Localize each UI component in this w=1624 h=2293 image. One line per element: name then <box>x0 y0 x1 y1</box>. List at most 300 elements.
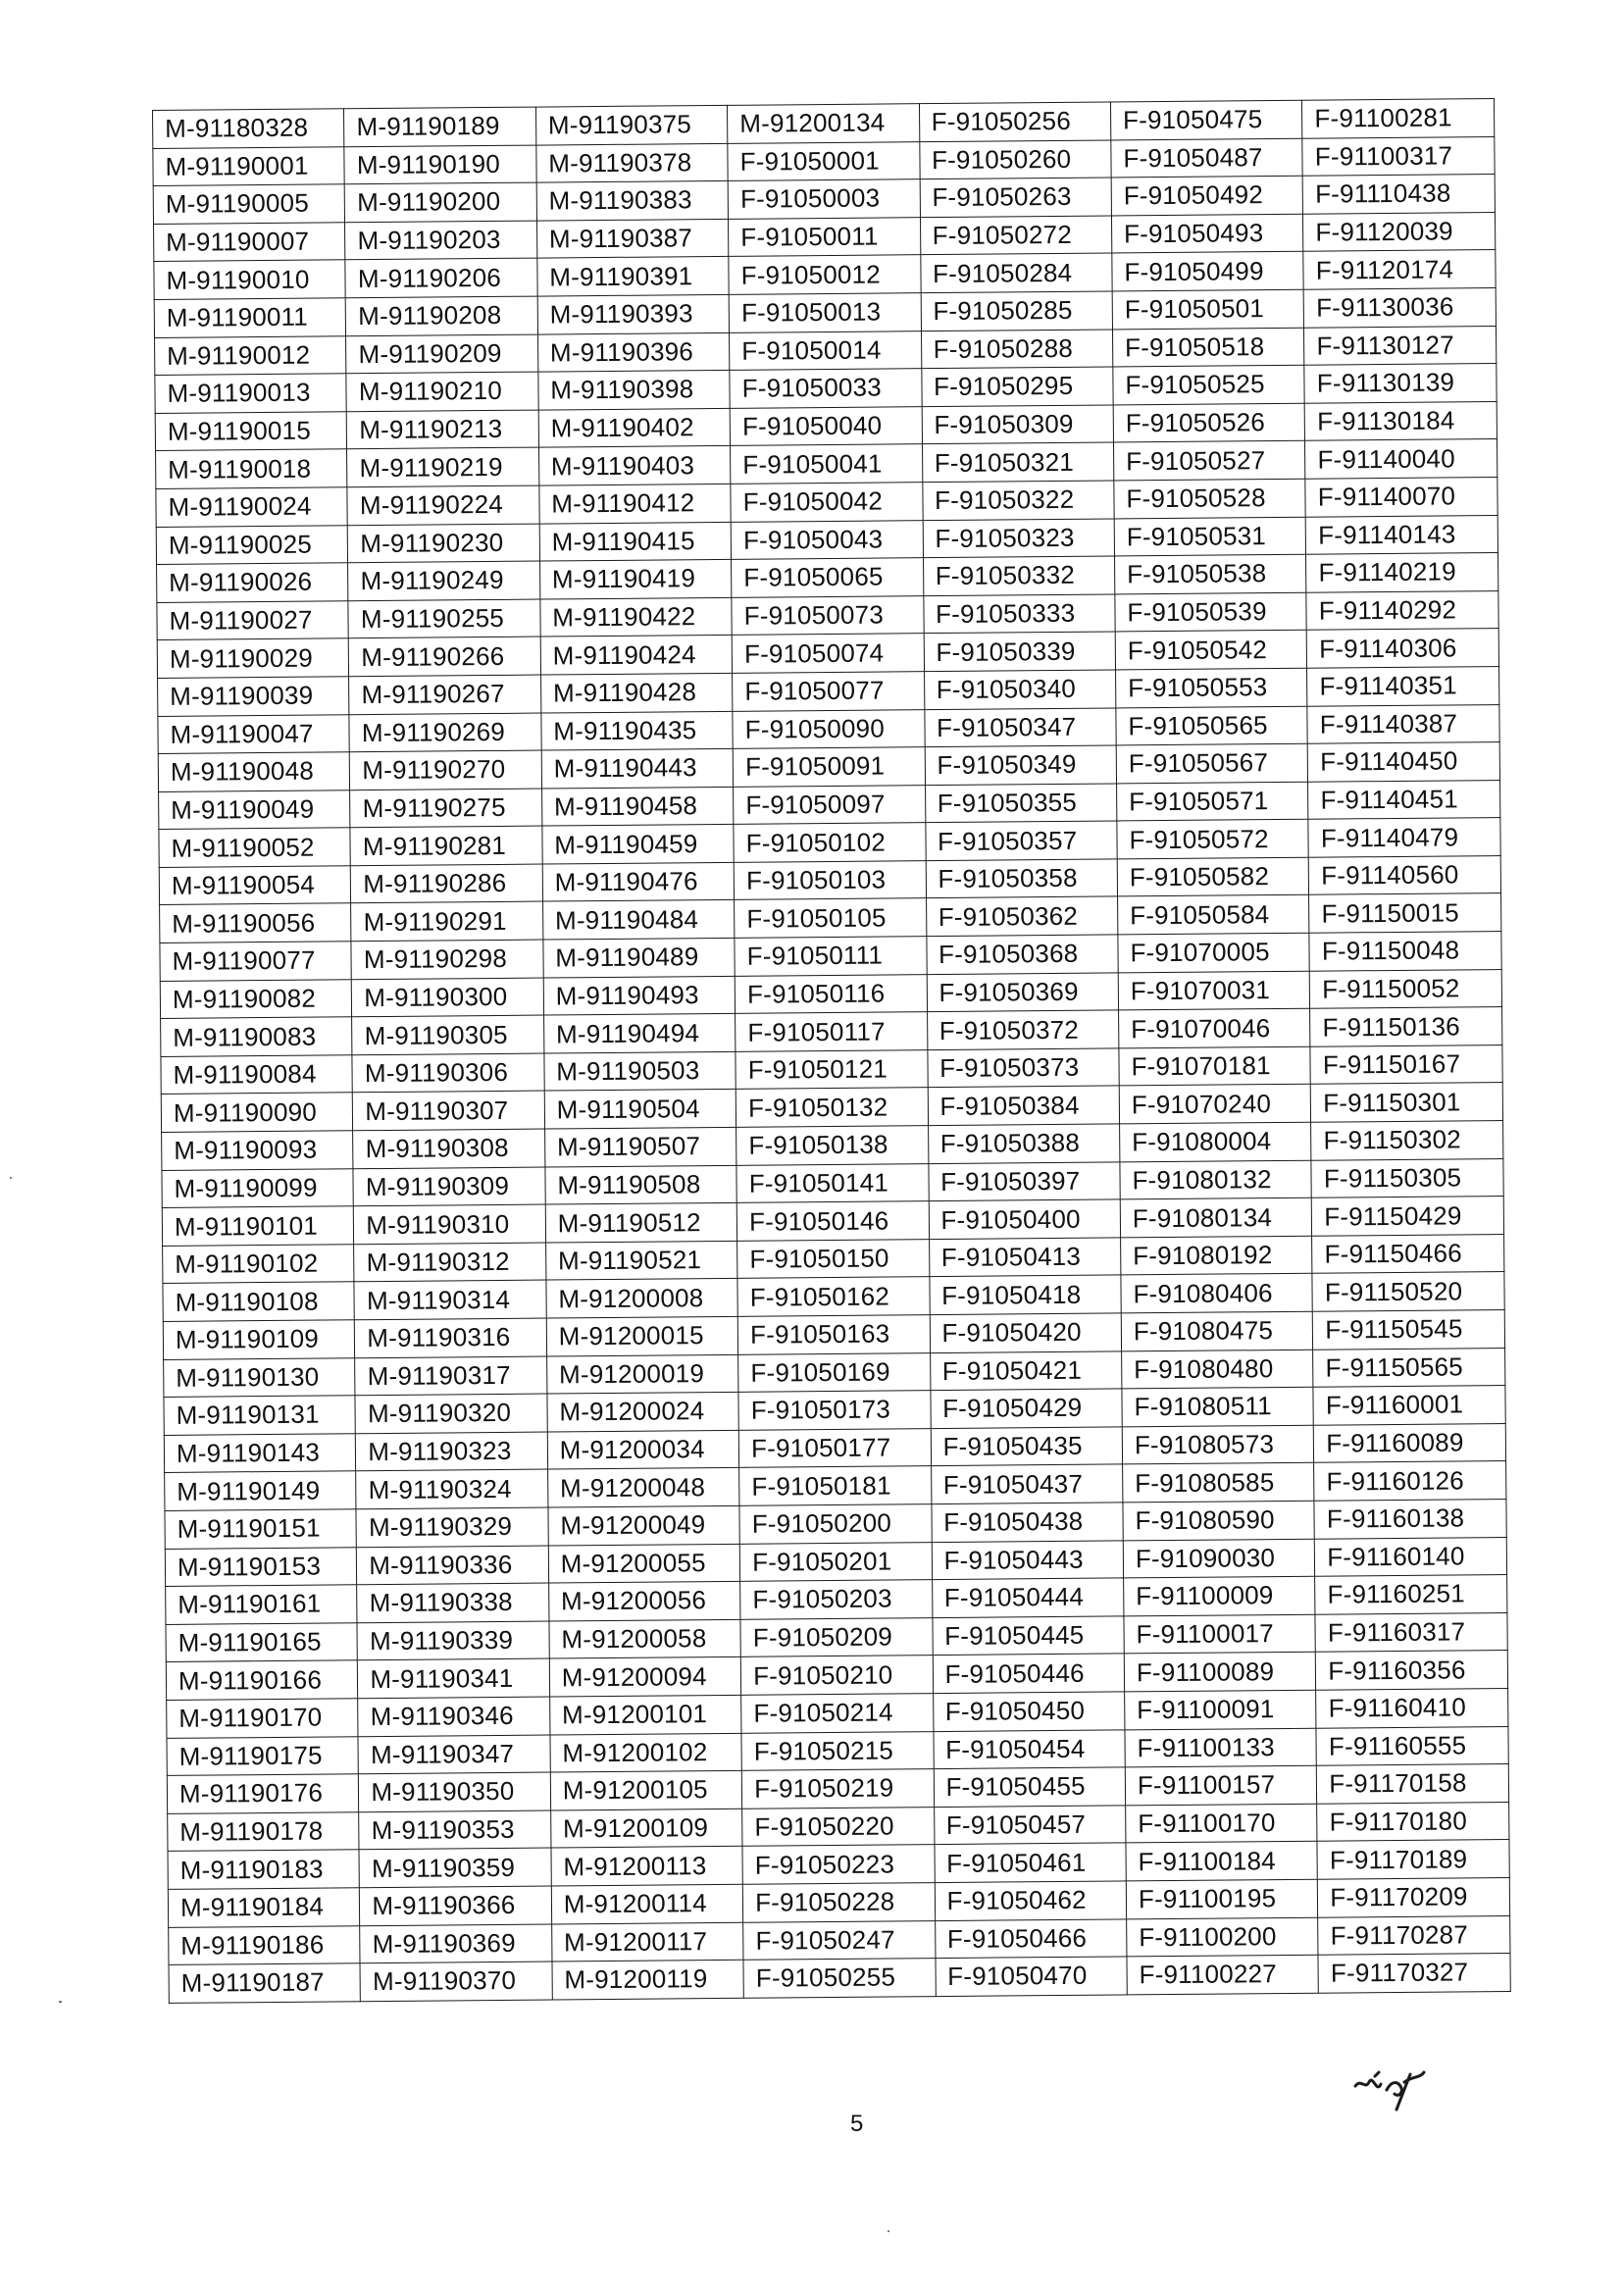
table-cell: M-91190143 <box>164 1434 356 1473</box>
table-cell: F-91050553 <box>1115 668 1307 707</box>
table-cell: M-91190312 <box>354 1243 546 1282</box>
table-cell: F-91050528 <box>1114 479 1306 518</box>
table-cell: M-91190375 <box>535 105 728 144</box>
table-cell: F-91050150 <box>737 1239 930 1278</box>
table-cell: F-91050132 <box>736 1088 928 1127</box>
table-cell: M-91200034 <box>547 1430 739 1469</box>
table-cell: F-91050444 <box>932 1578 1124 1617</box>
table-cell: M-91190267 <box>349 675 541 714</box>
table-cell: F-91150429 <box>1312 1197 1504 1236</box>
table-cell: F-91050501 <box>1112 289 1304 329</box>
table-cell: M-91190170 <box>167 1699 359 1738</box>
table-cell: M-91190366 <box>360 1886 552 1925</box>
table-cell: F-91050042 <box>731 483 923 522</box>
table-cell: F-91050285 <box>921 291 1113 331</box>
table-cell: M-91190200 <box>345 182 537 222</box>
table-cell: M-91190281 <box>350 826 542 865</box>
table-cell: F-91050450 <box>933 1692 1125 1731</box>
table-cell: F-91080132 <box>1120 1160 1312 1199</box>
table-cell: M-91190084 <box>161 1055 353 1095</box>
table-cell: F-91150015 <box>1309 893 1501 933</box>
table-cell: M-91190369 <box>360 1924 552 1963</box>
table-cell: F-91150305 <box>1311 1158 1503 1197</box>
table-cell: F-91050288 <box>921 330 1113 369</box>
table-cell: F-91050220 <box>742 1807 935 1846</box>
table-cell: F-91050263 <box>920 178 1112 217</box>
table-cell: F-91170189 <box>1317 1840 1509 1879</box>
table-cell: F-91150052 <box>1310 969 1502 1008</box>
table-cell: F-91050333 <box>923 594 1115 634</box>
table-cell: F-91050177 <box>738 1428 931 1467</box>
table-cell: M-91190435 <box>541 711 734 750</box>
scan-speck <box>888 2230 889 2232</box>
table-cell: M-91190153 <box>165 1547 357 1586</box>
table-cell: F-91050455 <box>934 1767 1126 1807</box>
table-cell: F-91050102 <box>734 823 926 862</box>
table-cell: F-91140351 <box>1307 666 1499 705</box>
table-cell: M-91190412 <box>539 484 732 523</box>
table-cell: F-91100157 <box>1125 1765 1317 1805</box>
table-cell: F-91050421 <box>930 1351 1122 1391</box>
table-cell: M-91190208 <box>346 296 538 335</box>
table-cell: F-91050429 <box>930 1389 1122 1428</box>
table-cell: M-91190308 <box>353 1129 545 1168</box>
table-cell: M-91200056 <box>548 1581 740 1620</box>
table-cell: M-91190101 <box>162 1206 354 1246</box>
table-cell: M-91190183 <box>168 1850 360 1889</box>
table-cell: F-91050571 <box>1116 782 1308 821</box>
table-cell: F-91050321 <box>922 442 1114 482</box>
table-cell: M-91190391 <box>537 257 730 296</box>
table-cell: F-91080406 <box>1121 1274 1313 1313</box>
table-cell: M-91190210 <box>346 372 538 411</box>
table-cell: M-91200058 <box>549 1619 741 1658</box>
table-cell: M-91190010 <box>154 260 346 299</box>
table-cell: M-91190424 <box>540 636 733 675</box>
table-cell: F-91050138 <box>736 1126 929 1165</box>
table-cell: F-91050582 <box>1117 857 1309 896</box>
table-cell: M-91190219 <box>347 447 539 486</box>
table-cell: F-91050518 <box>1112 328 1304 367</box>
table-cell: F-91110438 <box>1302 175 1495 214</box>
table-cell: F-91070046 <box>1119 1008 1311 1047</box>
table-cell: M-91190370 <box>360 1962 552 2001</box>
table-cell: F-91170287 <box>1318 1915 1510 1955</box>
table-cell: M-91190027 <box>157 600 349 639</box>
table-cell: F-91050169 <box>738 1352 931 1392</box>
table-cell: M-91190346 <box>358 1697 550 1736</box>
table-cell: M-91200019 <box>546 1354 738 1394</box>
table-cell: M-91190166 <box>166 1660 358 1700</box>
table-cell: F-91140306 <box>1307 629 1499 668</box>
table-cell: F-91050339 <box>924 632 1116 671</box>
table-cell: F-91050210 <box>740 1656 933 1695</box>
table-cell: F-91050214 <box>741 1694 934 1733</box>
table-cell: F-91160126 <box>1314 1461 1506 1501</box>
table-cell: M-91190383 <box>536 181 729 221</box>
table-cell: F-91050445 <box>933 1616 1125 1656</box>
table-cell: M-91190306 <box>352 1053 544 1093</box>
table-cell: F-91050372 <box>927 1010 1119 1049</box>
table-cell: F-91050091 <box>733 747 925 787</box>
table-cell: F-91050362 <box>926 896 1118 936</box>
table-cell: M-91190305 <box>352 1015 544 1054</box>
table-cell: F-91050438 <box>931 1503 1123 1542</box>
table-cell: F-91050256 <box>919 102 1111 141</box>
table-cell: F-91150466 <box>1312 1234 1504 1273</box>
table-cell: F-91100317 <box>1302 136 1495 176</box>
table-cell: F-91050461 <box>935 1843 1127 1882</box>
table-cell: F-91050033 <box>730 369 922 408</box>
table-cell: F-91050090 <box>733 709 925 748</box>
table-cell: M-91190359 <box>359 1848 551 1887</box>
table-cell: M-91190130 <box>164 1357 356 1397</box>
table-cell: F-91160001 <box>1313 1386 1505 1425</box>
table-cell: F-91150302 <box>1311 1121 1503 1160</box>
table-cell: M-91190161 <box>166 1585 358 1624</box>
table-cell: F-91080480 <box>1122 1350 1314 1389</box>
roll-number-table <box>152 98 1511 2004</box>
table-cell: F-91050369 <box>927 973 1119 1012</box>
table-cell: F-91050103 <box>734 861 926 900</box>
table-cell: M-91190353 <box>359 1810 551 1850</box>
table-cell: M-91190393 <box>537 294 730 333</box>
table-cell: F-91130139 <box>1304 364 1497 403</box>
table-cell: M-91190270 <box>350 750 542 790</box>
table-cell: M-91200048 <box>547 1468 739 1507</box>
table-cell: M-91190476 <box>542 862 735 901</box>
table-cell: F-91050400 <box>929 1199 1121 1239</box>
table-cell: M-91190323 <box>356 1432 548 1471</box>
table-cell: M-91190054 <box>159 866 351 905</box>
table-cell: F-91050146 <box>736 1201 929 1241</box>
table-cell: M-91190013 <box>155 374 347 413</box>
table-cell: M-91200094 <box>549 1657 741 1697</box>
table-cell: F-91050493 <box>1111 214 1303 253</box>
table-cell: F-91050572 <box>1117 820 1309 859</box>
table-cell: M-91190415 <box>539 522 732 561</box>
table-cell: M-91190316 <box>355 1318 547 1357</box>
table-cell: F-91170327 <box>1318 1954 1510 1993</box>
table-cell: F-91050284 <box>920 253 1112 292</box>
table-cell: F-91100200 <box>1127 1917 1319 1957</box>
table-cell: M-91190286 <box>351 864 543 903</box>
table-cell: F-91100133 <box>1125 1728 1317 1767</box>
table-cell: M-91190230 <box>348 524 540 563</box>
table-cell: F-91050357 <box>925 821 1117 860</box>
table-cell: F-91050003 <box>728 179 920 219</box>
table-cell: F-91170180 <box>1317 1802 1509 1841</box>
table-cell: F-91140451 <box>1308 780 1500 819</box>
table-cell: F-91160555 <box>1316 1726 1508 1765</box>
table-cell: F-91160138 <box>1314 1499 1506 1538</box>
table-cell: M-91190083 <box>161 1017 353 1056</box>
table-cell: F-91050121 <box>736 1049 928 1089</box>
table-cell: F-91150301 <box>1311 1083 1503 1122</box>
table-cell: F-91050162 <box>737 1277 930 1316</box>
table-cell: F-91100195 <box>1126 1879 1318 1918</box>
table-cell: F-91050073 <box>732 595 924 635</box>
table-cell: M-91190018 <box>156 449 348 488</box>
table-cell: M-91190378 <box>536 143 729 182</box>
table-cell: M-91190422 <box>540 597 733 637</box>
table-cell: M-91190048 <box>158 752 350 791</box>
table-cell: F-91080134 <box>1120 1197 1312 1237</box>
table-cell: F-91050117 <box>736 1012 928 1051</box>
table-cell: M-91190149 <box>165 1471 357 1510</box>
table-cell: F-91050462 <box>935 1881 1127 1920</box>
table-cell: M-91190428 <box>540 673 733 712</box>
table-cell: M-91190099 <box>162 1168 354 1207</box>
table-cell: F-91050368 <box>926 935 1118 974</box>
table-cell: F-91050322 <box>922 481 1114 520</box>
table-cell: F-91050437 <box>931 1464 1123 1503</box>
table-cell: F-91120039 <box>1303 212 1496 251</box>
table-cell: M-91190224 <box>347 485 539 525</box>
table-cell: F-91050041 <box>731 444 923 484</box>
roll-number-table-body <box>153 99 1511 2004</box>
table-cell: M-91190269 <box>349 713 541 752</box>
table-cell: F-91050141 <box>736 1163 929 1202</box>
table-cell: M-91190314 <box>354 1280 546 1319</box>
table-cell: M-91190307 <box>353 1091 545 1130</box>
table-cell: M-91190403 <box>538 446 731 485</box>
table-cell: F-91050111 <box>735 937 927 976</box>
table-cell: F-91140143 <box>1306 515 1498 554</box>
table-cell: M-91190507 <box>544 1127 736 1166</box>
table-cell: F-91120174 <box>1303 250 1496 289</box>
table-cell: F-91050527 <box>1113 441 1305 481</box>
table-cell: M-91190249 <box>348 561 540 600</box>
table-cell: M-91190443 <box>541 748 734 788</box>
table-cell: M-91190266 <box>349 637 541 676</box>
table-cell: M-91190151 <box>165 1509 357 1549</box>
table-cell: F-91050272 <box>920 216 1112 255</box>
table-cell: M-91190093 <box>162 1131 354 1170</box>
table-cell: F-91050105 <box>735 898 927 938</box>
table-cell: F-91050373 <box>927 1048 1119 1088</box>
signature-image <box>1351 2064 1430 2114</box>
table-cell: F-91050012 <box>729 255 921 294</box>
table-cell: F-91100184 <box>1126 1842 1318 1881</box>
table-cell: M-91200015 <box>546 1316 738 1355</box>
table-cell: F-91050011 <box>729 217 921 256</box>
table-cell: F-91050201 <box>739 1542 932 1581</box>
table-cell: M-91190131 <box>164 1396 356 1435</box>
table-cell: F-91050420 <box>930 1313 1122 1352</box>
table-cell: F-91050525 <box>1113 365 1305 404</box>
table-cell: F-91050309 <box>922 405 1114 444</box>
table-cell: F-91140560 <box>1309 855 1501 894</box>
table-cell: M-91200109 <box>550 1809 742 1848</box>
table-cell: M-91190309 <box>353 1167 545 1206</box>
table-cell: M-91190317 <box>355 1356 547 1396</box>
table-cell: F-91050014 <box>730 331 922 370</box>
table-cell: F-91050340 <box>924 670 1116 709</box>
table-cell: F-91050539 <box>1115 592 1307 632</box>
table-cell: M-91190026 <box>157 563 349 602</box>
table-cell: M-91190206 <box>345 258 537 297</box>
table-cell: F-91140219 <box>1306 553 1498 592</box>
table-cell: F-91050209 <box>740 1617 933 1656</box>
table-cell: F-91050358 <box>926 859 1118 898</box>
table-cell: M-91200049 <box>548 1505 740 1545</box>
table-cell: F-91050454 <box>934 1729 1126 1768</box>
table-cell: F-91050435 <box>931 1427 1123 1466</box>
table-cell: F-91050413 <box>929 1238 1121 1277</box>
table-cell: F-91150545 <box>1313 1310 1505 1350</box>
table-cell: F-91050492 <box>1111 176 1303 215</box>
table-cell: M-91190350 <box>359 1772 551 1811</box>
table-cell: M-91190320 <box>355 1394 547 1433</box>
table-cell: M-91190012 <box>155 335 347 375</box>
table-cell: F-91050384 <box>928 1086 1120 1125</box>
table-cell: M-91190255 <box>348 599 540 638</box>
table-cell: F-91150565 <box>1313 1348 1505 1387</box>
table-cell: M-91200117 <box>551 1922 743 1962</box>
table-cell: M-91190039 <box>158 677 350 716</box>
table-cell: M-91190190 <box>344 145 536 184</box>
table-cell: M-91190458 <box>541 787 734 826</box>
table-cell: F-91050040 <box>730 406 922 445</box>
table-cell: F-91100170 <box>1126 1804 1318 1843</box>
table-cell: F-91080590 <box>1123 1501 1315 1540</box>
table-cell: M-91200102 <box>550 1733 742 1772</box>
table-cell: F-91080192 <box>1121 1236 1313 1275</box>
table-cell: F-91050077 <box>733 672 925 711</box>
table-cell: M-91190489 <box>543 938 736 977</box>
table-cell: F-91100017 <box>1124 1614 1316 1654</box>
table-cell: M-91200024 <box>547 1393 739 1432</box>
table-cell: F-91160410 <box>1316 1688 1508 1727</box>
table-cell: M-91190484 <box>542 900 735 940</box>
table-cell: F-91050255 <box>743 1959 936 1998</box>
table-cell: F-91050584 <box>1117 895 1309 935</box>
table-cell: M-91190459 <box>542 825 735 864</box>
table-cell: M-91200101 <box>549 1695 741 1734</box>
table-cell: F-91050526 <box>1113 403 1305 442</box>
table-cell: F-91050219 <box>741 1769 934 1809</box>
table-cell: F-91160140 <box>1315 1537 1507 1576</box>
table-cell: F-91050173 <box>738 1391 931 1430</box>
table-cell: M-91190189 <box>344 107 536 146</box>
table-cell: F-91050397 <box>928 1162 1120 1201</box>
table-cell: M-91190015 <box>155 412 347 451</box>
table-cell: M-91190387 <box>536 219 729 258</box>
table-cell: M-91190056 <box>160 903 352 943</box>
table-cell: M-91190503 <box>544 1051 736 1091</box>
table-cell: F-91050116 <box>735 974 927 1013</box>
table-cell: M-91190209 <box>346 334 538 374</box>
table-cell: F-91160356 <box>1316 1651 1508 1690</box>
table-cell: F-91050446 <box>933 1654 1125 1693</box>
table-cell: F-91050349 <box>925 745 1117 785</box>
table-cell: F-91170158 <box>1317 1764 1509 1804</box>
table-cell: F-91080585 <box>1123 1463 1315 1503</box>
table-cell: M-91190494 <box>543 1014 736 1053</box>
table-cell: F-91140070 <box>1305 477 1497 516</box>
table-cell: M-91190077 <box>160 942 352 981</box>
table-cell: M-91190109 <box>163 1320 355 1359</box>
table-cell: M-91190187 <box>169 1963 361 2003</box>
table-cell: F-91050565 <box>1116 706 1308 745</box>
table-cell: M-91190186 <box>169 1925 361 1964</box>
table-cell: F-91160317 <box>1315 1612 1507 1652</box>
table-cell: M-91200113 <box>551 1847 743 1886</box>
table-cell: F-91090030 <box>1123 1539 1315 1578</box>
table-cell: F-91050043 <box>731 520 923 559</box>
table-cell: F-91150167 <box>1310 1045 1502 1084</box>
table-cell: M-91190329 <box>356 1507 548 1547</box>
table-cell: M-91190052 <box>159 828 351 867</box>
table-cell: F-91080573 <box>1122 1425 1314 1464</box>
table-cell: M-91190090 <box>161 1093 353 1132</box>
table-cell: F-91050457 <box>934 1806 1126 1845</box>
table-cell: M-91190184 <box>168 1888 360 1927</box>
table-cell: F-91070005 <box>1118 933 1310 972</box>
table-cell: F-91050466 <box>935 1918 1127 1958</box>
table-cell: F-91100091 <box>1125 1690 1317 1729</box>
table-cell: M-91190165 <box>166 1622 358 1661</box>
table-cell: F-91050538 <box>1114 554 1306 593</box>
page-number: 5 <box>850 2111 864 2137</box>
scan-speck <box>59 2001 62 2003</box>
table-cell: M-91190298 <box>351 940 543 979</box>
table-cell: M-91200114 <box>551 1884 743 1923</box>
table-cell: F-91050332 <box>923 556 1115 595</box>
table-cell: M-91190398 <box>538 371 731 410</box>
table-cell: F-91050215 <box>741 1731 934 1770</box>
table-cell: M-91190339 <box>357 1621 549 1660</box>
table-cell: M-91190102 <box>163 1245 355 1284</box>
table-cell: M-91190001 <box>153 146 345 185</box>
table-cell: M-91200105 <box>550 1770 742 1809</box>
table-cell: F-91070181 <box>1119 1046 1311 1086</box>
table-cell: M-91190203 <box>345 221 537 260</box>
table-cell: M-91200055 <box>548 1544 740 1583</box>
table-cell: F-91080511 <box>1122 1387 1314 1426</box>
table-cell: F-91150520 <box>1312 1272 1504 1311</box>
table-cell: M-91190310 <box>354 1204 546 1244</box>
table-cell: F-91130127 <box>1304 326 1497 365</box>
table-cell: M-91200119 <box>552 1960 744 1999</box>
table-cell: F-91130036 <box>1303 288 1496 328</box>
table-cell: F-91080004 <box>1120 1122 1312 1161</box>
table-cell: F-91050181 <box>739 1466 932 1505</box>
table-cell: F-91050347 <box>924 707 1116 746</box>
table-cell: M-91190347 <box>358 1735 550 1774</box>
table-cell: M-91190402 <box>538 408 731 447</box>
table-cell: F-91050013 <box>729 293 921 332</box>
table-cell: F-91050228 <box>742 1883 935 1922</box>
table-cell: F-91150136 <box>1310 1007 1502 1046</box>
table-cell: F-91050487 <box>1111 138 1303 178</box>
table-cell: F-91050443 <box>932 1540 1124 1579</box>
table-cell: M-91190512 <box>545 1203 737 1243</box>
table-cell: F-91050295 <box>921 367 1113 406</box>
table-cell: F-91050567 <box>1116 743 1308 783</box>
table-cell: M-91190049 <box>159 790 351 829</box>
table-cell: M-91190178 <box>168 1811 360 1851</box>
table-cell: M-91190324 <box>356 1469 548 1508</box>
table-cell: M-91180328 <box>153 109 345 148</box>
table-cell: F-91140292 <box>1306 590 1498 630</box>
table-cell: F-91100227 <box>1127 1955 1319 1994</box>
table-cell: F-91140040 <box>1305 439 1497 479</box>
table-cell: F-91050001 <box>728 141 920 180</box>
table-cell: F-91050475 <box>1110 100 1302 139</box>
table-cell: M-91190176 <box>167 1774 359 1813</box>
